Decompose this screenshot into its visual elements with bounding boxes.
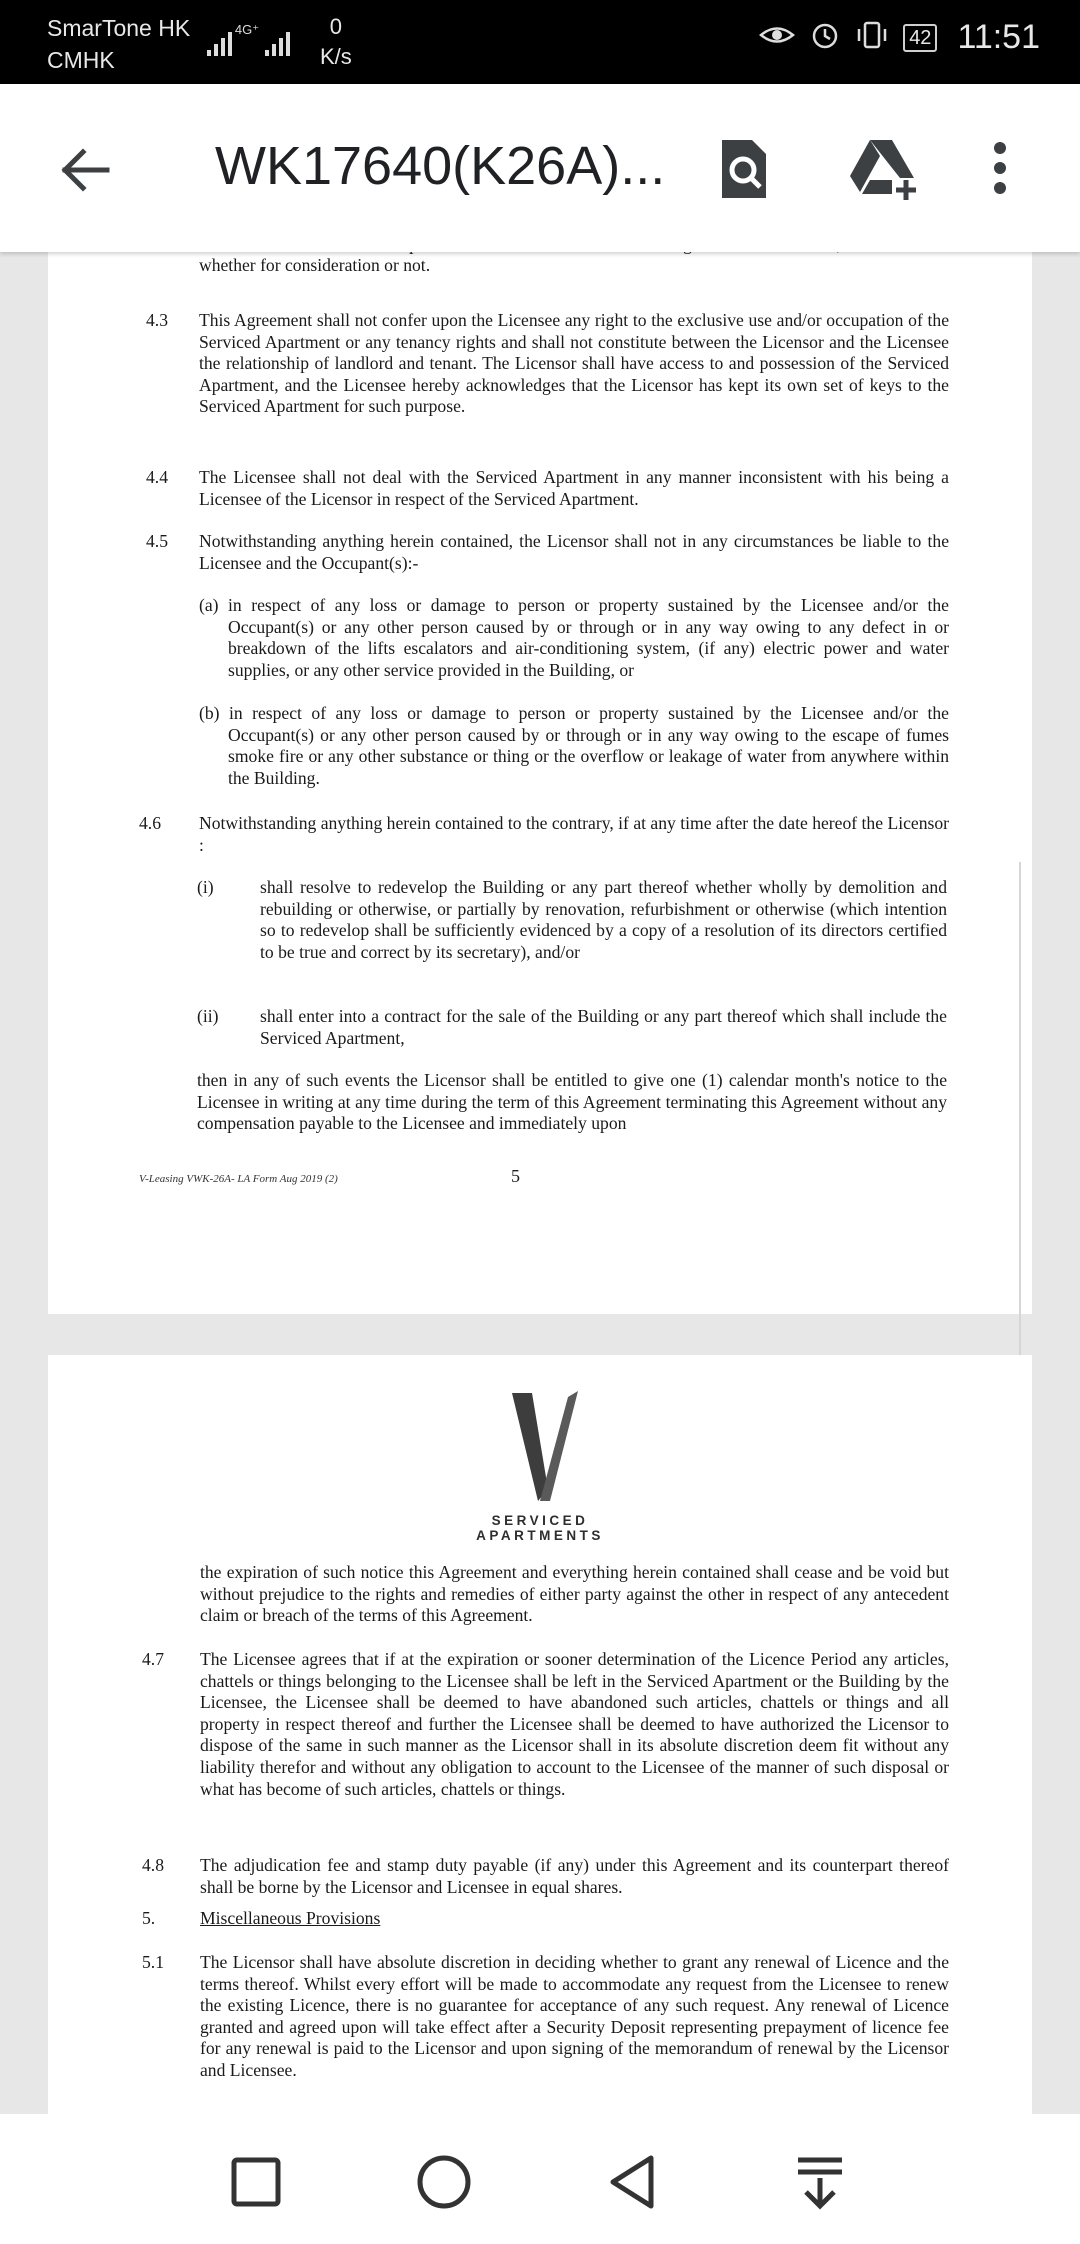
- document-title: WK17640(K26A)...: [215, 136, 666, 196]
- vibrate-icon: [855, 19, 889, 56]
- signal-icon: [205, 20, 305, 65]
- clause-subitem: (b) in respect of any loss or damage to person or property sustained by the Licensee and/or the Occupant(s) or any other person caused by or through or in any way owing to the escape of fumes smoke fire or any other substance or thing or the overflow or leakage of water from anywhere within the Building.: [199, 703, 949, 788]
- logo-text-line2: APARTMENTS: [476, 1527, 604, 1543]
- alarm-icon: [809, 19, 841, 56]
- clause-text: This Agreement shall not confer upon the Licensee any right to the exclusive use and/or occupation of the Serviced Apartment or any tenancy rights and shall not constitute between the Licensor and the Licensee the relationship of landlord and tenant. The Licensor shall have access to and possession of the Serviced Apartment, and the Licensee hereby acknowledges that the Licensor has kept its own set of keys to the Serviced Apartment for such purpose.: [199, 310, 949, 417]
- circle-icon[interactable]: [414, 2152, 474, 2212]
- battery-icon: [903, 24, 937, 52]
- clause-text: The Licensor shall have absolute discretion in deciding whether to grant any renewal of Licence and the terms thereof. Whilst every effort will be made to accommodate any request from the Licensee to renew the existing Licence, there is no guarantee for acceptance of any such request. Any renewal of Licence granted and agreed upon will take effect after a Security Deposit representing prepayment of licence fee for any renewal is paid to the Licensor and upon signing of the memorandum of renewal by the Licensor and Licensee.: [200, 1952, 949, 2080]
- subclause-number: (i): [197, 877, 214, 897]
- clock: 11:51: [957, 18, 1040, 56]
- brand-logo: [48, 1389, 1032, 1543]
- battery-level: 42: [909, 26, 932, 49]
- app-bar: [0, 84, 1080, 252]
- network-speed: [320, 12, 352, 72]
- square-icon[interactable]: [226, 2152, 286, 2212]
- subclause-number: (ii): [197, 1006, 219, 1026]
- carrier-1: SmarTone HK: [47, 15, 191, 41]
- clause-number: 4.4: [146, 467, 168, 487]
- v-logo-icon: [490, 1389, 590, 1507]
- document-page: [48, 222, 1032, 1314]
- speed-value: 0: [329, 14, 343, 39]
- status-icons: [759, 18, 1040, 57]
- clause-text: the expiration of such notice this Agreement and everything herein contained shall cease and be void but without prejudice to the rights and remedies of either party against the other in respect of any antecedent claim or breach of the terms of this Agreement.: [200, 1562, 949, 1626]
- logo-letter: V: [539, 1507, 541, 1508]
- status-bar: [0, 0, 1080, 84]
- clause-text: whether for consideration or not.: [199, 255, 431, 275]
- section-number: 5.: [142, 1908, 156, 1928]
- section-heading: Miscellaneous Provisions: [200, 1908, 381, 1928]
- clause-number: 4.6: [139, 813, 161, 833]
- system-nav-bar: [0, 2114, 1080, 2244]
- clause-text: The Licensee shall not deal with the Serviced Apartment in any manner inconsistent with his being a Licensee of the Licensor in respect of the Serviced Apartment.: [199, 467, 949, 509]
- clause-text: Notwithstanding anything herein contained to the contrary, if at any time after the date hereof the Licensor :: [199, 813, 949, 855]
- eye-comfort-icon: [759, 20, 795, 55]
- clause-text: The adjudication fee and stamp duty payable (if any) under this Agreement and its counterpart thereof shall be borne by the Licensor and Licensee in equal shares.: [200, 1855, 949, 1897]
- find-in-page-icon[interactable]: [708, 134, 778, 204]
- clause-subitem: (a) in respect of any loss or damage to person or property sustained by the Licensee and/or the Occupant(s) or any other person caused by or through or in any way owing to any defect in or breakdown of the lifts escalators and air-conditioning system, (if any) electric power and water supplies, or any other service provided in the Building, or: [199, 595, 949, 680]
- arrow-back-icon[interactable]: [55, 140, 115, 200]
- clause-text: The Licensee agrees that if at the expiration or sooner determination of the Licence Period any articles, chattels or things belonging to the Licensee shall be left in the Serviced Apartment or the Building by the Licensee, the Licensee shall be deemed to have abandoned such articles, chattels or things and all property in respect thereof and further the Licensee shall be deemed to have authorized the Licensor to dispose of the same in such manner as the Licensor shall in its absolute discretion deem fit without any liability therefor and without any obligation to account to the Licensee of the manner of such disposal or what has become of such articles, chattels or things.: [200, 1649, 949, 1799]
- clause-subitem: shall resolve to redevelop the Building or any part thereof whether wholly by demolition and rebuilding or otherwise, or partially by renovation, refurbishment or otherwise (which intention so to redevelop shall be sufficiently evidenced by a copy of a resolution of its directors certified to be true and correct by its secretary), and/or: [260, 877, 947, 962]
- clause-number: 5.1: [142, 1952, 164, 1972]
- carrier-info: [47, 12, 190, 76]
- add-to-drive-icon[interactable]: [848, 134, 918, 204]
- pull-down-icon[interactable]: [790, 2152, 850, 2212]
- clause-number: 4.5: [146, 531, 168, 551]
- document-viewer[interactable]: [0, 252, 1080, 2114]
- clause-number: 4.8: [142, 1855, 164, 1875]
- more-vert-icon[interactable]: [980, 134, 1020, 204]
- page-number: 5: [511, 1166, 520, 1186]
- network-type: 4G⁺: [234, 22, 260, 37]
- clause-text: Notwithstanding anything herein contained, the Licensor shall not in any circumstances be liable to the Licensee and the Occupant(s):-: [199, 531, 949, 573]
- clause-subitem: shall enter into a contract for the sale of the Building or any part thereof which shall include the Serviced Apartment,: [260, 1006, 947, 1048]
- clause-number: 4.7: [142, 1649, 164, 1669]
- clause-number: 4.3: [146, 310, 168, 330]
- document-page: [48, 1355, 1032, 2155]
- logo-text-line1: SERVICED: [491, 1512, 589, 1528]
- speed-unit: K/s: [320, 44, 352, 69]
- carrier-2: CMHK: [47, 47, 115, 73]
- page-footer: V-Leasing VWK-26A- LA Form Aug 2019 (2): [139, 1173, 338, 1185]
- triangle-back-icon[interactable]: [603, 2152, 663, 2212]
- clause-text: then in any of such events the Licensor shall be entitled to give one (1) calendar month's notice to the Licensee in writing at any time during the term of this Agreement terminating this Agreement without any compensation payable to the Licensee and immediately upon: [197, 1070, 947, 1134]
